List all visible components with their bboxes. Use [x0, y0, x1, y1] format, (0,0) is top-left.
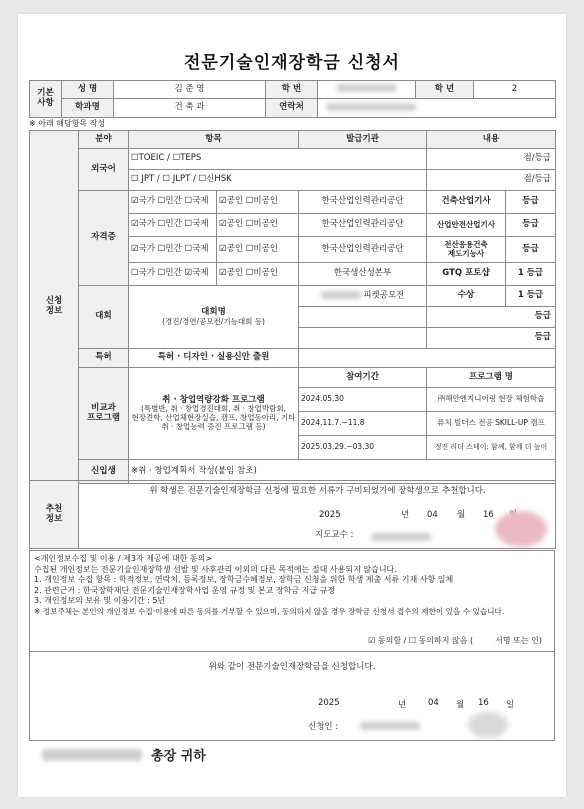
contest-issuer-3 [299, 328, 427, 349]
cert-grade-4: 1 등급 [506, 263, 556, 286]
recommend-day: 16 [483, 510, 494, 520]
contest-award-label: 수상 [427, 286, 506, 307]
contest-item [129, 286, 299, 349]
cert-type-1: ☑공인 ☐비공인 [217, 191, 299, 214]
student-id-redacted [318, 81, 416, 99]
apply-info-table [29, 130, 556, 484]
cert-grade-2: 등급 [506, 214, 556, 237]
university-name-redacted [42, 749, 142, 761]
program-item-title: 취 · 창업역량강화 프로그램 [162, 394, 265, 405]
note-fill-items: ※ 아래 해당항목 작성 [29, 119, 106, 128]
addressee-text: 총장 귀하 [151, 749, 206, 764]
language-item-1: ☐TOEIC / ☐TEPS [129, 149, 427, 170]
recommend-month-unit: 월 [457, 510, 466, 520]
privacy-line-3: 1. 개인정보 수집 항목 : 학적정보, 연락처, 등록정보, 장학금수혜정보, 장학금 신청을 위한 학생 제출 서류 기재 사항 일체 [34, 575, 454, 585]
freshman-label: 신입생 [79, 460, 129, 484]
apply-section-label: 신청 정보 [30, 131, 79, 484]
basic-section-label: 기본 사항 [30, 81, 62, 118]
privacy-line-2: 수집된 개인정보는 전문기술인재장학생 선발 및 사후관리 이외의 다른 목적에는 절대 사용되지 않습니다. [34, 564, 397, 574]
year-label: 학 년 [416, 81, 474, 99]
application-form [18, 14, 566, 797]
footer-addressee [42, 744, 206, 766]
cert-issuer-3: 한국산업인력관리공단 [299, 237, 427, 263]
contest-grade-3: 등급 [427, 328, 556, 349]
form-title: 전문기술인재장학금 신청서 [184, 53, 400, 73]
privacy-text [34, 554, 550, 617]
contest-issuer-1-text: 피켓공모전 [363, 290, 405, 301]
basic-info-table [29, 80, 556, 118]
contest-item-title: 대회명 [201, 306, 226, 317]
program-name-1: ㈜해안엔지니어링 현장 체험학습 [427, 388, 556, 412]
language-content-2: 점/등급 [427, 170, 556, 191]
year-value: 2 [474, 81, 556, 99]
applicant-month-unit: 월 [456, 700, 465, 710]
language-content-1: 점/등급 [427, 149, 556, 170]
cert-grade-1: 등급 [506, 191, 556, 214]
professor-label: 지도교수 : [315, 530, 354, 540]
program-item [129, 368, 299, 460]
cert-type-4: ☑공인 ☐비공인 [217, 263, 299, 286]
contest-item-sub: (경진/경연/공모전/기능대회 등) [162, 316, 265, 326]
recommend-text: 위 학생은 전문기술인재장학금 신청에 필요한 서류가 구비되었기에 장학생으로 추천합니다. [149, 486, 486, 496]
privacy-line-4: 2. 관련근거 : 한국장학재단 전문기술인재장학사업 운영 규정 및 본교 장학금 지급 규정 [34, 585, 336, 595]
privacy-line-5: 3. 개인정보의 보유 및 이용기간 : 5년 [34, 596, 166, 606]
phone-redacted [318, 99, 556, 118]
program-period-1: 2024.05.30 [299, 388, 427, 412]
program-label: 비교과 프로그램 [79, 368, 129, 460]
dept-value: 건 축 과 [114, 99, 266, 118]
cert-name-2: 산업안전산업기사 [427, 214, 506, 237]
student-id-label: 학 번 [266, 81, 318, 99]
cert-kind-3: ☑국가 ☐민간 ☐국제 [129, 237, 217, 263]
cert-name-3: 전산응용건축 제도기능사 [427, 237, 506, 263]
cert-name-1: 건축산업기사 [427, 191, 506, 214]
patent-item: 특허 · 디자인 · 실용신안 출원 [129, 349, 299, 368]
name-label: 성 명 [62, 81, 114, 99]
patent-label: 특허 [79, 349, 129, 368]
professor-name-redacted [371, 533, 431, 541]
cert-type-2: ☑공인 ☐비공인 [217, 214, 299, 237]
cert-kind-4: ☐국가 ☐민간 ☑국제 [129, 263, 217, 286]
applicant-sign-label: 신청인 : [308, 722, 339, 732]
recommend-body [79, 481, 556, 549]
privacy-line-6: ※ 정보주체는 본인의 개인정보 수집·이용에 따른 동의를 거부할 수 있으며, 동의하지 않을 경우 장학금 신청서 접수의 제한이 있을 수 있습니다. [34, 606, 505, 616]
cert-kind-1: ☑국가 ☐민간 ☐국제 [129, 191, 217, 214]
cert-name-4: GTQ 포토샵 [427, 263, 506, 286]
recommend-table [29, 480, 556, 549]
cert-issuer-1: 한국산업인력관리공단 [299, 191, 427, 214]
header-item: 항목 [129, 131, 299, 149]
cert-grade-3: 등급 [506, 237, 556, 263]
program-name-2: 퓨처 빌더스 전공 SKILL-UP 캠프 [427, 412, 556, 436]
header-field: 분야 [79, 131, 129, 149]
applicant-year: 2025 [318, 698, 340, 708]
patent-content [299, 349, 556, 368]
recommend-year: 2025 [319, 510, 341, 520]
program-period-3: 2025.03.29.~03.30 [299, 436, 427, 460]
recommend-month: 04 [427, 510, 438, 520]
cert-type-3: ☑공인 ☐비공인 [217, 237, 299, 263]
applicant-box [29, 650, 555, 741]
applicant-signature [468, 712, 508, 738]
program-period-2: 2024.11.7.~11.8 [299, 412, 427, 436]
consent-seal: 서명 또는 인) [495, 636, 542, 645]
name-value: 김 준 영 [114, 81, 266, 99]
dept-label: 학과명 [62, 99, 114, 118]
applicant-month: 04 [428, 698, 439, 708]
program-name-3: 정진 리더 스테이: 함께, 함께 더 높이 [427, 436, 556, 460]
phone-label: 연락처 [266, 99, 318, 118]
applicant-text: 위와 같이 전문기술인재장학금을 신청합니다. [208, 662, 376, 672]
cert-issuer-2: 한국산업인력관리공단 [299, 214, 427, 237]
freshman-item: ※취 · 창업계획서 작성(붙임 참조) [129, 460, 556, 484]
applicant-day: 16 [478, 698, 489, 708]
contest-grade-2: 등급 [427, 307, 556, 328]
contest-issuer-1 [299, 286, 427, 307]
program-name-header: 프로그램 명 [427, 368, 556, 388]
recommend-section-label: 추천 정보 [30, 481, 79, 549]
privacy-line-1: <개인정보수집 및 이용 / 제3자 제공에 대한 동의> [34, 554, 213, 563]
applicant-year-unit: 년 [398, 700, 407, 710]
applicant-name-redacted [360, 722, 420, 730]
contest-grade-1: 1 등급 [506, 286, 556, 307]
consent-agree: ☑ 동의함 / ☐ 동의하지 않음 ( [368, 636, 474, 645]
cert-kind-2: ☑국가 ☐민간 ☐국제 [129, 214, 217, 237]
contest-issuer-2 [299, 307, 427, 328]
recommend-year-unit: 년 [401, 510, 410, 520]
consent-choice [368, 635, 542, 646]
contest-label: 대회 [79, 286, 129, 349]
language-item-2: ☐ JPT / ☐ JLPT / ☐신HSK [129, 170, 427, 191]
cert-issuer-4: 한국생산성본부 [299, 263, 427, 286]
header-content: 내용 [427, 131, 556, 149]
professor-seal [495, 511, 547, 547]
program-period-header: 참여기간 [299, 368, 427, 388]
applicant-day-unit: 일 [506, 700, 515, 710]
cert-label: 자격증 [79, 191, 129, 286]
language-label: 외국어 [79, 149, 129, 191]
header-issuer: 발급기관 [299, 131, 427, 149]
program-item-sub: (특별반, 취 · 창업경진대회, 취 · 창업박람회, 현장견학, 산업체현장실습, 캠프, 창업동아리, 기타 취 · 창업능력 증진 프로그램 등) [131, 404, 296, 431]
privacy-consent-box [29, 550, 555, 652]
